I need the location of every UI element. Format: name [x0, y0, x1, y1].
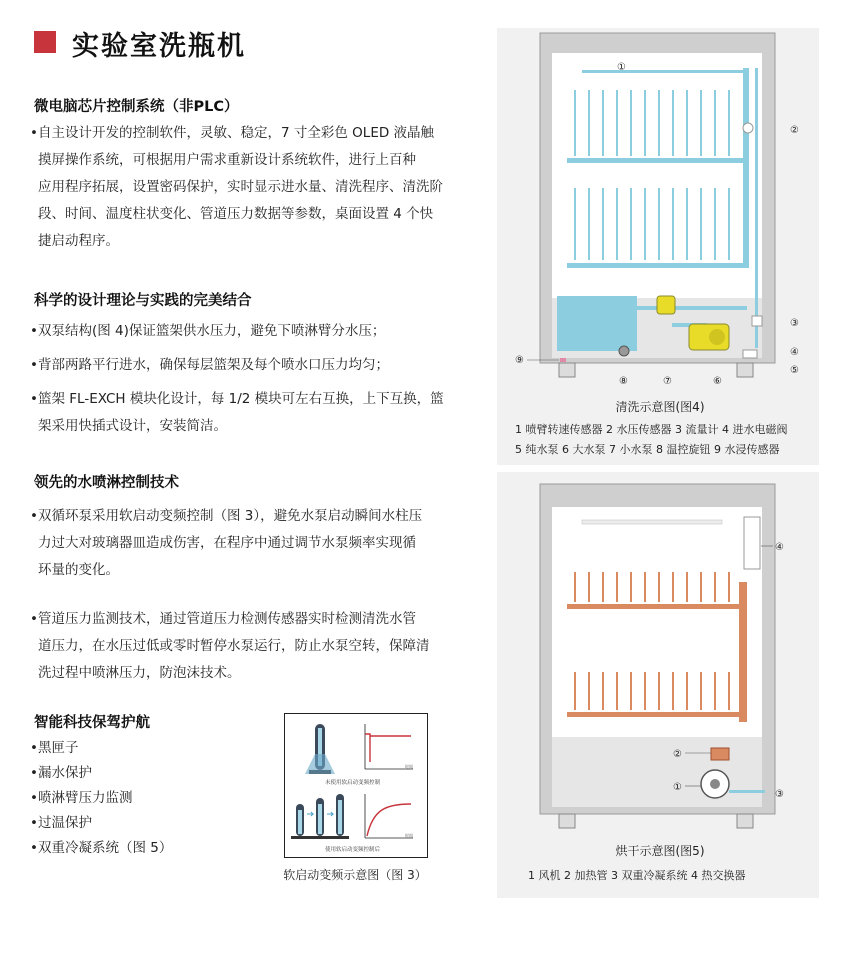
fig5-marker-1: ① — [673, 782, 682, 793]
figure-5-legend: 1 风机 2 加热管 3 双重冷凝系统 4 热交换器 — [528, 869, 746, 882]
list-item: • 黑匣子 — [30, 740, 79, 756]
fig4-marker-1: ① — [617, 62, 626, 73]
spray-item-2: • 管道压力监测技术，通过管道压力检测传感器实时检测清洗水管 道压力，在水压过低或零时暂停水泵运行，防止水泵空转，保障清 洗过程中喷淋压力，防泡沫技术。 — [38, 606, 458, 687]
text-line: 洗过程中喷淋压力，防泡沫技术。 — [38, 665, 241, 681]
list-item: • 双重冷凝系统（图 5） — [30, 840, 173, 856]
text-line: 篮架 FL-EXCH 模块化设计，每 1/2 模块可左右互换，上下互换，篮 — [38, 391, 444, 407]
figure-4-legend-line-1: 1 喷臂转速传感器 2 水压传感器 3 流量计 4 进水电磁阀 — [515, 423, 788, 436]
text-line: 双循环泵采用软启动变频控制（图 3），避免水泵启动瞬间水柱压 — [38, 508, 423, 524]
fig4-marker-6: ⑥ — [713, 376, 722, 387]
fig3-axis-unit: 时间 — [405, 833, 413, 838]
design-item-1: • 双泵结构(图 4)保证篮架供水压力，避免下喷淋臂分水压； — [38, 318, 458, 345]
text-line: 应用程序拓展，设置密码保护，实时显示进水量、清洗程序、清洗阶 — [38, 179, 443, 195]
fig4-marker-3: ③ — [790, 318, 799, 329]
text-line: 背部两路平行进水，确保每层篮架及每个喷水口压力均匀； — [38, 357, 389, 373]
fig4-marker-7: ⑦ — [663, 376, 672, 387]
figure-4-caption: 清洗示意图(图4) — [615, 400, 705, 414]
figure-4-diagram — [497, 28, 819, 388]
text-line: 双泵结构(图 4)保证篮架供水压力，避免下喷淋臂分水压； — [38, 323, 386, 339]
text-line: 道压力，在水压过低或零时暂停水泵运行，防止水泵空转，保障清 — [38, 638, 430, 654]
fig4-marker-8: ⑧ — [619, 376, 628, 387]
section-heading-smart: 智能科技保驾护航 — [34, 715, 150, 731]
spray-item-1: • 双循环泵采用软启动变频控制（图 3），避免水泵启动瞬间水柱压 力过大对玻璃器皿造成伤害，在程序中通过调节水泵频率实现循 环量的变化。 — [38, 503, 458, 584]
section-heading-control-system: 微电脑芯片控制系统（非PLC） — [34, 99, 239, 115]
fig5-marker-3: ③ — [775, 789, 784, 800]
text-line: 架采用快插式设计，安装简洁。 — [38, 418, 227, 434]
figure-4-legend-line-2: 5 纯水泵 6 大水泵 7 小水泵 8 温控旋钮 9 水浸传感器 — [515, 443, 780, 456]
figure-5-panel — [497, 472, 819, 898]
text-line: 管道压力监测技术，通过管道压力检测传感器实时检测清洗水管 — [38, 611, 416, 627]
title-marker — [34, 31, 56, 53]
fig3-label-top: 未使用软启动变频控制 — [325, 780, 381, 786]
text-line: 摸屏操作系统，可根据用户需求重新设计系统软件，进行上百种 — [38, 152, 416, 168]
page-title: 实验室洗瓶机 — [72, 31, 246, 62]
figure-3-frame — [284, 713, 428, 858]
fig5-marker-2: ② — [673, 749, 682, 760]
fig4-marker-4: ④ — [790, 347, 799, 358]
fig4-marker-5: ⑤ — [790, 365, 799, 376]
section-heading-spray: 领先的水喷淋控制技术 — [34, 475, 179, 491]
figure-3-diagram — [285, 714, 427, 857]
design-item-2: • 背部两路平行进水，确保每层篮架及每个喷水口压力均匀； — [38, 352, 458, 379]
text-line: 环量的变化。 — [38, 562, 119, 578]
control-system-text: • 自主设计开发的控制软件，灵敏、稳定，7 寸全彩色 OLED 液晶触 摸屏操作系统，可根据用户需求重新设计系统软件，进行上百种 应用程序拓展，设置密码保护，实时显示进水量、清洗程序、清洗阶 段、时间、温度柱状变化、管道压力数据等参数，桌面设置 4 个快 捷启动程序。 — [38, 120, 458, 255]
fig4-marker-2: ② — [790, 125, 799, 136]
fig3-label-bottom: 使用软启动变频控制后 — [325, 847, 381, 853]
figure-5-diagram — [497, 472, 819, 832]
list-item: • 喷淋臂压力监测 — [30, 790, 133, 806]
figure-5-caption: 烘干示意图(图5) — [615, 844, 705, 858]
feature-list — [30, 736, 258, 861]
text-line: 段、时间、温度柱状变化、管道压力数据等参数，桌面设置 4 个快 — [38, 206, 434, 222]
fig5-marker-4: ④ — [775, 542, 784, 553]
section-heading-design: 科学的设计理论与实践的完美结合 — [34, 293, 252, 309]
fig4-marker-9: ⑨ — [515, 355, 524, 366]
text-line: 力过大对玻璃器皿造成伤害，在程序中通过调节水泵频率实现循 — [38, 535, 416, 551]
fig3-axis-unit: 时间 — [405, 764, 413, 769]
list-item: • 漏水保护 — [30, 765, 92, 781]
list-item: • 过温保护 — [30, 815, 92, 831]
text-line: 捷启动程序。 — [38, 233, 119, 249]
figure-3-caption: 软启动变频示意图（图 3） — [283, 868, 427, 882]
design-item-3: • 篮架 FL-EXCH 模块化设计，每 1/2 模块可左右互换，上下互换，篮 架采用快插式设计，安装简洁。 — [38, 386, 458, 440]
text-line: 自主设计开发的控制软件，灵敏、稳定，7 寸全彩色 OLED 液晶触 — [38, 125, 435, 141]
